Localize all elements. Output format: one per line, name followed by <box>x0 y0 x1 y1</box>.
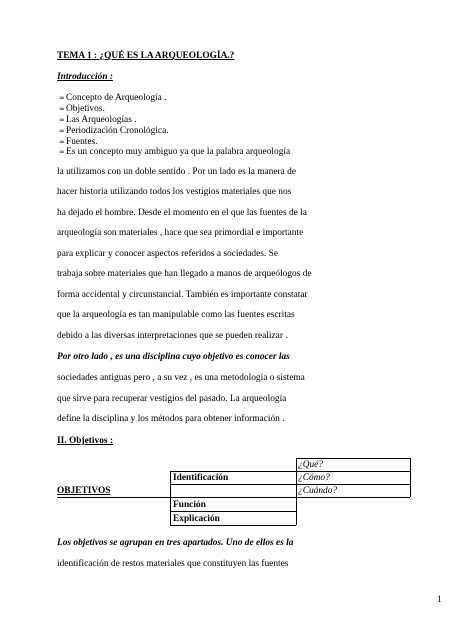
table-item: Explicación <box>173 514 220 524</box>
list-item: ∞Es un concepto muy ambiguo ya que la palabra arqueología <box>59 147 291 157</box>
paragraph-line: trabaja sobre materiales que han llegado a manos de arqueólogos de <box>57 269 312 279</box>
intro-heading: Introducción : <box>57 72 113 82</box>
closing-line: identificación de restos materiales que constituyen las fuentes <box>57 559 289 569</box>
table-question: ¿Cuándo? <box>298 486 338 496</box>
list-item: ∞Concepto de Arqueología . <box>59 93 167 103</box>
table-row-label: OBJETIVOS <box>57 486 111 496</box>
paragraph-line: ha dejado el hombre. Desde el momento en el que las fuentes de la <box>57 208 307 218</box>
table-rule <box>170 484 410 485</box>
table-rule <box>170 525 296 526</box>
paragraph-line: la utilizamos con un doble sentido . Por un lado es la manera de <box>57 167 297 177</box>
paragraph-line: debido a las diversas interpretaciones que se pueden realizar . <box>57 331 288 341</box>
table-rule <box>410 458 411 497</box>
paragraph-line: sociedades antiguas pero , a su vez , es una metodología o sistema <box>57 373 305 383</box>
list-item: ∞Objetivos. <box>59 104 105 114</box>
table-item: Función <box>173 500 206 510</box>
paragraph-line: hacer historia utilizando todos los vestigios materiales que nos <box>57 187 292 197</box>
paragraph-line: arqueología son materiales , hace que sea primordial e importante <box>57 228 304 238</box>
page-number: 1 <box>437 595 442 605</box>
table-question: ¿Cómo? <box>298 473 330 483</box>
infinity-bullet-icon: ∞ <box>59 138 65 146</box>
paragraph-line: que la arqueología es tan manipulable como las fuentes escritas <box>57 310 295 320</box>
paragraph-line: define la disciplina y los métodos para obtener información . <box>57 414 285 424</box>
list-item: ∞Fuentes. <box>59 137 98 147</box>
infinity-bullet-icon: ∞ <box>59 94 65 102</box>
infinity-bullet-icon: ∞ <box>59 105 65 113</box>
table-rule <box>170 511 296 512</box>
closing-emphasis: Los objetivos se agrupan en tres apartados. Uno de ellos es la <box>57 538 294 548</box>
table-rule <box>170 471 171 525</box>
paragraph-line: que sirve para recuperar vestigios del pasado. La arqueología <box>57 394 287 404</box>
table-rule <box>170 471 410 472</box>
infinity-bullet-icon: ∞ <box>59 148 65 156</box>
paragraph-line: forma accidental y circunstancial. También es importante constatar <box>57 290 308 300</box>
emphasis-line: Por otro lado , es una disciplina cuyo objetivo es conocer las <box>57 352 290 362</box>
page-title: TEMA 1 : ¿QUÉ ES LA ARQUEOLOGÍA.? <box>57 51 235 61</box>
table-rule <box>296 458 410 459</box>
infinity-bullet-icon: ∞ <box>59 127 65 135</box>
infinity-bullet-icon: ∞ <box>59 116 65 124</box>
table-rule <box>57 497 410 498</box>
paragraph-line: para explicar y conocer aspectos referidos a sociedades. Se <box>57 249 278 259</box>
list-item: ∞Las Arqueologías . <box>59 115 137 125</box>
table-rule <box>296 458 297 525</box>
list-item: ∞Periodización Cronológica. <box>59 126 169 136</box>
table-question: ¿Qué? <box>298 460 323 470</box>
table-item: Identificación <box>173 473 229 483</box>
objectives-heading: II. Objetivos : <box>57 436 113 446</box>
